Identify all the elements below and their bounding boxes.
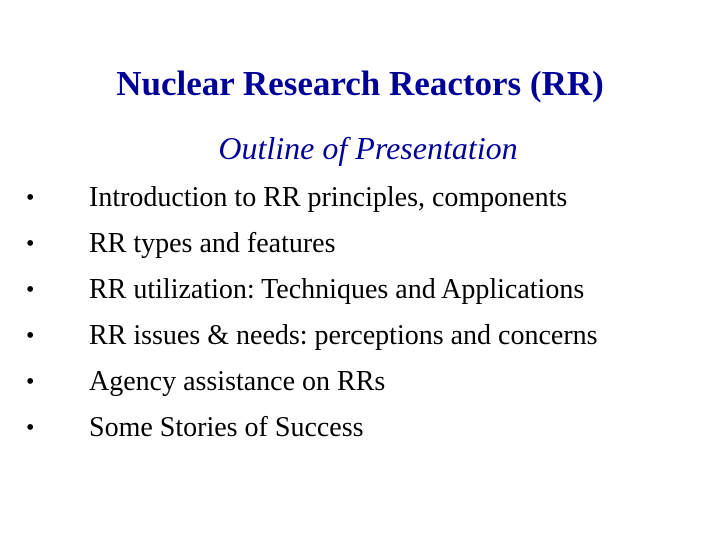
- bullet-list: [0, 175, 720, 451]
- bullet-item: [0, 359, 720, 405]
- bullet-dot-icon: •: [26, 231, 35, 257]
- bullet-dot-icon: •: [26, 277, 35, 303]
- bullet-dot-icon: •: [26, 185, 35, 211]
- bullet-item: [0, 221, 720, 267]
- bullet-item: [0, 313, 720, 359]
- bullet-text: RR types and features: [89, 228, 336, 259]
- bullet-text: Introduction to RR principles, components: [89, 182, 568, 213]
- bullet-text: Agency assistance on RRs: [89, 366, 386, 397]
- bullet-item: [0, 405, 720, 451]
- bullet-dot-icon: •: [26, 415, 35, 441]
- bullet-item: [0, 175, 720, 221]
- bullet-text: RR utilization: Techniques and Applications: [89, 274, 585, 305]
- slide-subtitle: Outline of Presentation: [218, 130, 518, 166]
- bullet-text: Some Stories of Success: [89, 412, 364, 443]
- bullet-text: RR issues & needs: perceptions and concerns: [89, 320, 598, 351]
- bullet-dot-icon: •: [26, 323, 35, 349]
- slide-title: Nuclear Research Reactors (RR): [116, 64, 604, 103]
- bullet-item: [0, 267, 720, 313]
- bullet-dot-icon: •: [26, 369, 35, 395]
